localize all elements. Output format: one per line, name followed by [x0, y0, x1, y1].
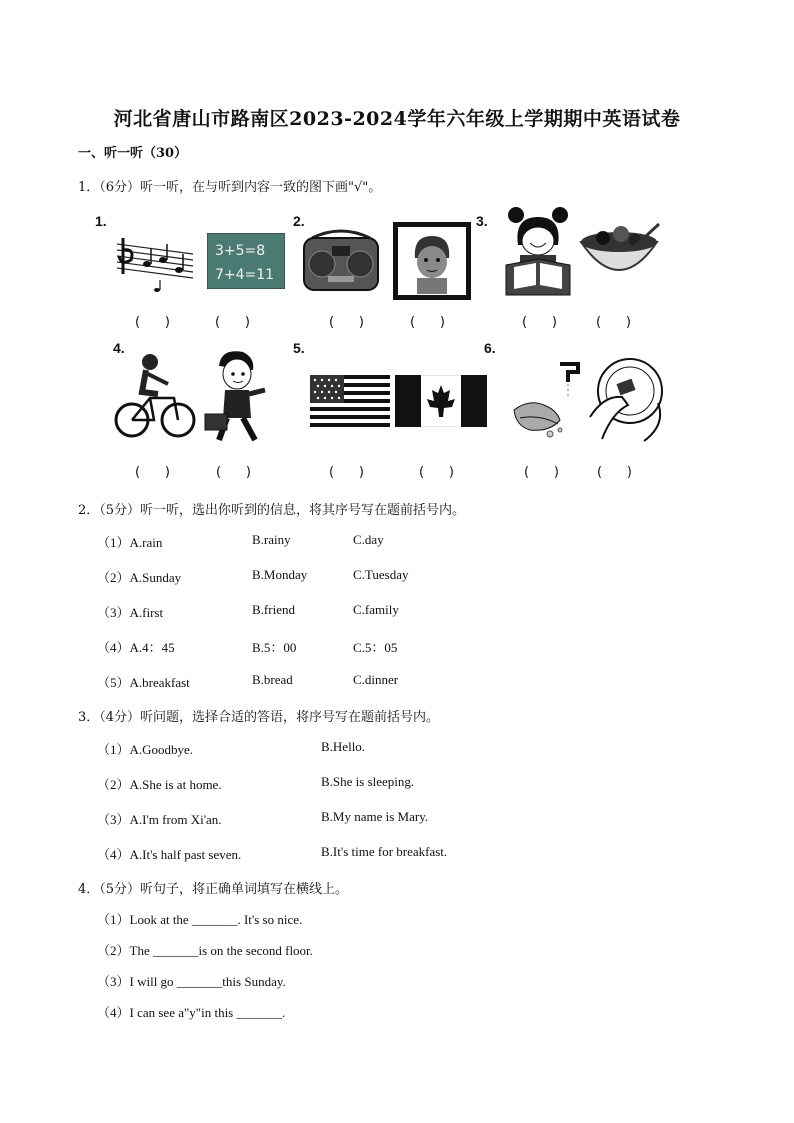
- answer-parentheses: ( ): [522, 315, 557, 330]
- answer-parentheses: ( ): [419, 465, 454, 480]
- option-b: B.bread: [252, 672, 293, 687]
- option-c: C.day: [353, 532, 384, 547]
- group-number: 2.: [293, 213, 305, 229]
- option-a: （2）A.Sunday: [97, 570, 182, 585]
- portrait-boy-picture: [393, 222, 471, 300]
- boy-riding-bike-picture: [114, 352, 196, 440]
- option-b: B.friend: [252, 602, 295, 617]
- answer-parentheses: ( ): [524, 465, 559, 480]
- question-1-prompt: 1．（6分）听一听，在与听到内容一致的图下画"√"。: [78, 180, 382, 195]
- question-3-prompt: 3．（4分）听问题，选择合适的答语，将序号写在题前括号内。: [78, 710, 440, 725]
- option-a: （1）A.Goodbye.: [97, 742, 194, 757]
- option-b: B.Hello.: [321, 739, 366, 754]
- group-number: 3.: [476, 213, 488, 229]
- board-text-line: 7+4=11: [215, 267, 275, 283]
- option-c: C.dinner: [353, 672, 399, 687]
- option-c: C.Tuesday: [353, 567, 409, 582]
- answer-parentheses: ( ): [329, 465, 364, 480]
- option-b: B.rainy: [252, 532, 291, 547]
- group-number: 5.: [293, 340, 305, 356]
- option-c: C.family: [353, 602, 399, 617]
- answer-parentheses: ( ): [216, 465, 251, 480]
- fill-blank-sentence: （1）Look at the _______. It's so nice.: [97, 912, 303, 927]
- option-a: （4）A.4：45: [97, 640, 175, 655]
- answer-parentheses: ( ): [135, 315, 170, 330]
- answer-parentheses: ( ): [597, 465, 632, 480]
- option-a: （2）A.She is at home.: [97, 777, 222, 792]
- music-notes-picture: [113, 230, 197, 296]
- option-a: （3）A.I'm from Xi'an.: [97, 812, 222, 827]
- question-2-prompt: 2．（5分）听一听，选出你听到的信息，将其序号写在题前括号内。: [78, 503, 466, 518]
- radio-picture: [302, 228, 380, 292]
- option-a: （4）A.It's half past seven.: [97, 847, 242, 862]
- group-number: 6.: [484, 340, 496, 356]
- washing-hands-picture: [510, 360, 580, 442]
- math-board-picture: [207, 233, 285, 289]
- section-heading: 一、听一听（30）: [78, 146, 188, 161]
- fill-blank-sentence: （2）The _______is on the second floor.: [97, 943, 313, 958]
- usa-flag-picture: [310, 375, 390, 427]
- answer-parentheses: ( ): [215, 315, 250, 330]
- answer-parentheses: ( ): [410, 315, 445, 330]
- option-b: B.Monday: [252, 567, 308, 582]
- fill-blank-sentence: （3）I will go _______this Sunday.: [97, 974, 286, 989]
- answer-parentheses: ( ): [135, 465, 170, 480]
- option-a: （3）A.first: [97, 605, 164, 620]
- option-b: B.She is sleeping.: [321, 774, 415, 789]
- man-walking-briefcase-picture: [203, 348, 273, 442]
- canada-flag-picture: [395, 375, 487, 427]
- answer-parentheses: ( ): [329, 315, 364, 330]
- page-title: 河北省唐山市路南区2023-2024学年六年级上学期期中英语试卷: [113, 108, 681, 130]
- option-c: C.5：05: [353, 640, 398, 655]
- option-a: （5）A.breakfast: [97, 675, 190, 690]
- question-4-prompt: 4．（5分）听句子，将正确单词填写在横线上。: [78, 882, 349, 897]
- option-b: B.It's time for breakfast.: [321, 844, 448, 859]
- salad-bowl-picture: [577, 218, 661, 290]
- board-text-line: 3+5=8: [215, 243, 266, 259]
- washing-dishes-picture: [588, 355, 666, 445]
- option-b: B.My name is Mary.: [321, 809, 429, 824]
- option-a: （1）A.rain: [97, 535, 163, 550]
- group-number: 1.: [95, 213, 107, 229]
- group-number: 4.: [113, 340, 125, 356]
- option-b: B.5：00: [252, 640, 297, 655]
- fill-blank-sentence: （4）I can see a"y"in this _______.: [97, 1005, 286, 1020]
- girl-reading-picture: [500, 205, 576, 301]
- answer-parentheses: ( ): [596, 315, 631, 330]
